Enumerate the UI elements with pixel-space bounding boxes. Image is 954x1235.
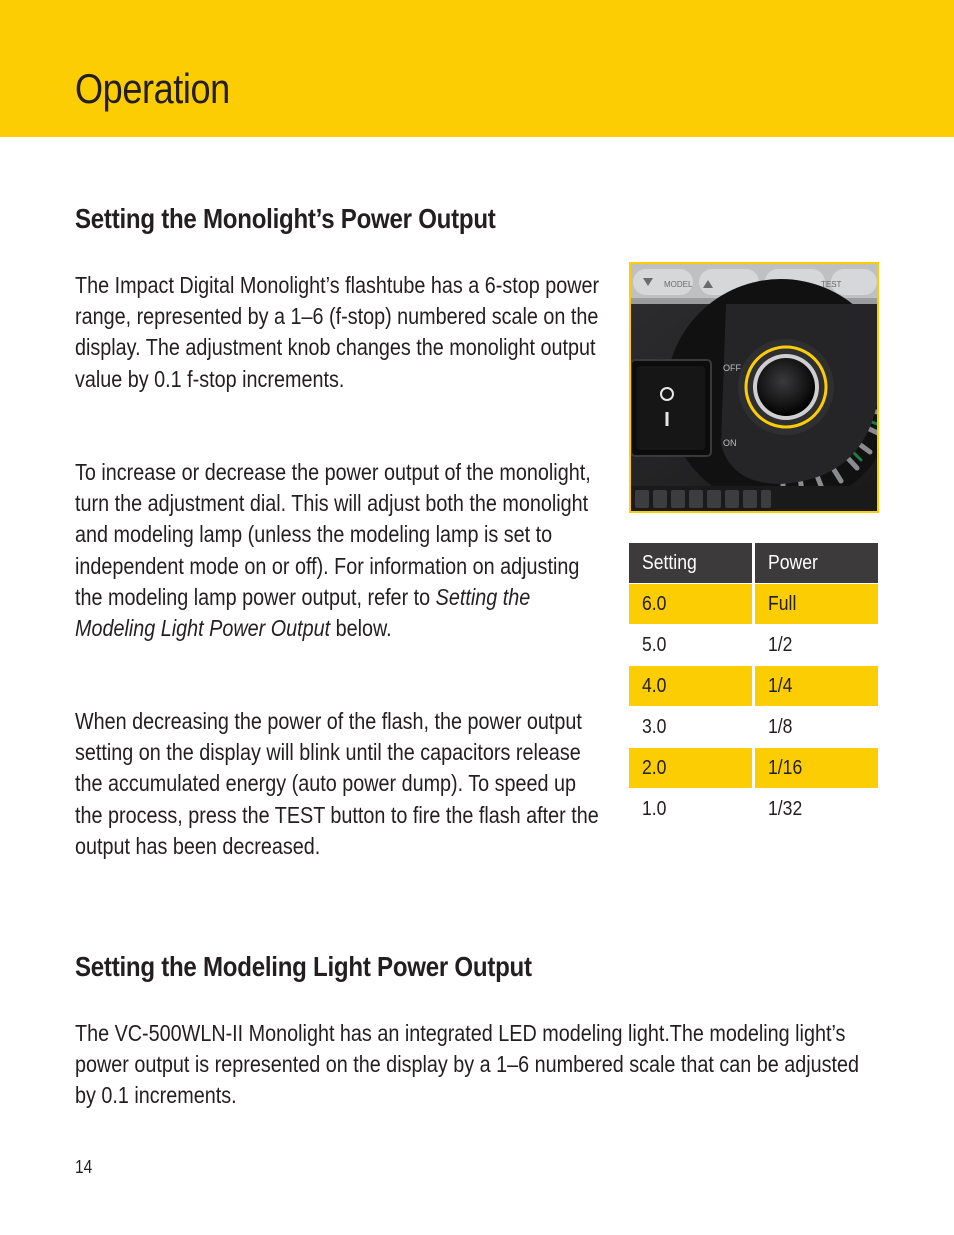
power-settings-table (629, 543, 878, 830)
setting-cell: 6.0 (629, 584, 754, 625)
power-cell: 1/4 (754, 666, 879, 707)
paragraph-power-range: The Impact Digital Monolight’s flashtube has a 6-stop power range, represented by a 1–6 (f-stop) numbered scale on the display. The adjustment knob changes the monolight output value by 0.1 f-stop increments. (75, 272, 600, 392)
setting-cell: 5.0 (629, 625, 754, 666)
table-row (629, 789, 878, 830)
table-row (629, 666, 878, 707)
control-panel-illustration (631, 264, 877, 511)
cross-reference: Setting the Modeling Light Power Output (75, 583, 531, 642)
setting-cell: 2.0 (629, 748, 754, 789)
power-cell: 1/32 (754, 789, 879, 830)
column-header-power: Power (754, 543, 879, 584)
table-header-row (629, 543, 878, 584)
paragraph-adjust-dial-end: below. (330, 615, 392, 642)
off-label: OFF (723, 363, 741, 373)
on-label: ON (723, 438, 737, 448)
table-row (629, 625, 878, 666)
column-header-setting: Setting (629, 543, 754, 584)
paragraph-adjust-dial (75, 457, 600, 644)
setting-cell: 4.0 (629, 666, 754, 707)
test-button-label: TEST (821, 280, 842, 289)
setting-cell: 3.0 (629, 707, 754, 748)
power-cell: 1/2 (754, 625, 879, 666)
paragraph-adjust-dial-text: To increase or decrease the power output of the monolight, turn the adjustment dial. This will adjust both the monolight and modeling lamp (unless the modeling lamp is set to independent mode on or off). For information on adjusting the modeling lamp power output, refer to (75, 459, 591, 610)
paragraph-power-dump: When decreasing the power of the flash, the power output setting on the display will blink until the capacitors release the accumulated energy (auto power dump). To speed up the process, press the TEST button to fire the flash after the output has been decreased. (75, 708, 599, 859)
section-heading-power-output: Setting the Monolight’s Power Output (75, 203, 496, 234)
power-cell: 1/8 (754, 707, 879, 748)
control-panel-photo (629, 262, 879, 513)
page-title: Operation (75, 65, 230, 112)
table-row (629, 584, 878, 625)
power-cell: 1/16 (754, 748, 879, 789)
setting-cell: 1.0 (629, 789, 754, 830)
model-button-label: MODEL (664, 280, 693, 289)
paragraph-modeling-light: The VC-500WLN-II Monolight has an integrated LED modeling light.The modeling light’s power output is represented on the display by a 1–6 numbered scale that can be adjusted by 0.1 increments. (75, 1020, 860, 1109)
page-number: 14 (75, 1157, 93, 1177)
table-row (629, 707, 878, 748)
section-heading-modeling-light: Setting the Modeling Light Power Output (75, 951, 532, 982)
table-row (629, 748, 878, 789)
power-cell: Full (754, 584, 879, 625)
